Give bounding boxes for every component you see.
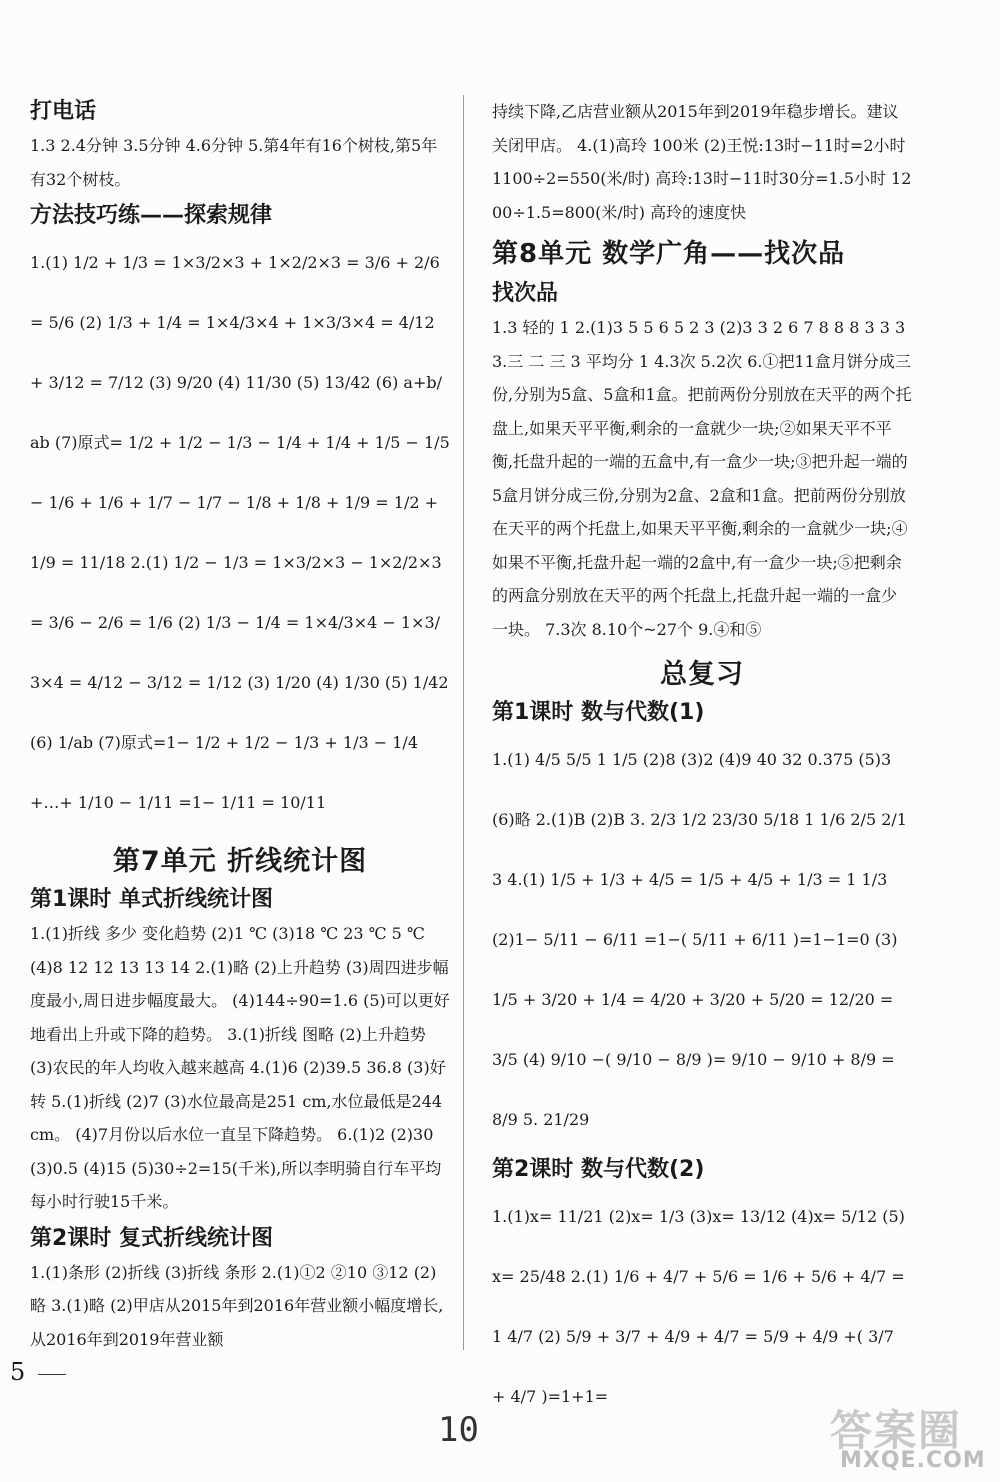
unit8-heading: 第8单元 数学广角——找次品: [492, 239, 846, 269]
review-lesson1-heading: 第1课时 数与代数(1): [492, 700, 705, 725]
unit7-heading: 第7单元 折线统计图: [112, 846, 368, 877]
right-column: [492, 95, 912, 1427]
review-lesson1-answers: 1.(1) 4/5 5/5 1 1/5 (2)8 (3)2 (4)9 40 32 0.375 (5)3 (6)略 2.(1)B (2)B 3. 2/3 1/2 23/30 5/18 1 1/6 2/5 2/13 4.(1) 1/5 + 1/3 + 4/5 = 1/5 + 4/5 + 1/3 = 1 1/3 (2)1− 5/11 − 6/11 =1−( 5/11 + 6/11 )=1−1=0 (3) 1/5 + 3/20 + 1/4 = 4/20 + 3/20 + 5/20 = 12/20 = 3/5 (4) 9/10 −( 9/10 − 8/9 )= 9/10 − 9/10 + 8/9 = 8/9 5. 21/29: [492, 750, 907, 1129]
answers-phone: 1.3 2.4分钟 3.5分钟 4.6分钟 5.第4年有16个树枝,第5年有32个树枝。: [30, 136, 438, 189]
left-column: [30, 92, 450, 1356]
unit7-lesson1-answers: 1.(1)折线 多少 变化趋势 (2)1 ℃ (3)18 ℃ 23 ℃ 5 ℃ (4)8 12 12 13 13 14 2.(1)略 (2)上升趋势 (3)周四进步幅度最小,周日进步幅度最大。 (4)144÷90=1.6 (5)可以更好地看出上升或下降的趋势。 3.(1)折线 图略 (2)上升趋势 (3)农民的年人均收入越来越高 4.(1)6 (2)39.5 36.8 (3)好转 5.(1)折线 (2)7 (3)水位最高是251 cm,水位最低是244 cm。 (4)7月份以后水位一直呈下降趋势。 6.(1)2 (2)30 (3)0.5 (4)15 (5)30÷2=15(千米),所以李明骑自行车平均每小时行驶15千米。: [30, 924, 450, 1211]
unit7-lesson1-heading: 第1课时 单式折线统计图: [30, 887, 273, 912]
unit7-continued-answers: 持续下降,乙店营业额从2015年到2019年稳步增长。建议关闭甲店。 4.(1)高玲 100米 (2)王悦:13时−11时=2小时 1100÷2=550(米/时) 高玲:13时−11时30分=1.5小时 1200÷1.5=800(米/时) 高玲的速度快: [492, 102, 912, 222]
answers-method: 1.(1) 1/2 + 1/3 = 1×3/2×3 + 1×2/2×3 = 3/6 + 2/6 = 5/6 (2) 1/3 + 1/4 = 1×4/3×4 + 1×3/3×4 = 4/12 + 3/12 = 7/12 (3) 9/20 (4) 11/30 (5) 13/42 (6) a+b/ab (7)原式= 1/2 + 1/2 − 1/3 − 1/4 + 1/4 + 1/5 − 1/5 − 1/6 + 1/6 + 1/7 − 1/7 − 1/8 + 1/8 + 1/9 = 1/2 + 1/9 = 11/18 2.(1) 1/2 − 1/3 = 1×3/2×3 − 1×2/2×3 = 3/6 − 2/6 = 1/6 (2) 1/3 − 1/4 = 1×4/3×4 − 1×3/3×4 = 4/12 − 3/12 = 1/12 (3) 1/20 (4) 1/30 (5) 1/42 (6) 1/ab (7)原式=1− 1/2 + 1/2 − 1/3 + 1/3 − 1/4 +…+ 1/10 − 1/11 =1− 1/11 = 10/11: [30, 253, 450, 812]
review-lesson2-answers: 1.(1)x= 11/21 (2)x= 1/3 (3)x= 13/12 (4)x= 5/12 (5)x= 25/48 2.(1) 1/6 + 4/7 + 5/6 = 1/6 + 5/6 + 4/7 =1 4/7 (2) 5/9 + 3/7 + 4/9 + 4/7 = 5/9 + 4/9 +( 3/7 + 4/7 )=1+1=: [492, 1207, 905, 1406]
section-heading-method: 方法技巧练——探索规律: [30, 203, 273, 228]
watermark-url: MXQE.COM: [840, 1448, 986, 1473]
review-heading: 总复习: [660, 659, 744, 690]
section-heading-phone: 打电话: [30, 99, 97, 124]
page-number-dash: [38, 1374, 66, 1375]
watermark-title: 答案圈: [830, 1406, 963, 1455]
page-number: 5: [10, 1358, 26, 1386]
handwritten-number: 10: [438, 1410, 479, 1450]
column-divider: [463, 95, 464, 1350]
unit8-answers: 1.3 轻的 1 2.(1)3 5 5 6 5 2 3 (2)3 3 2 6 7 8 8 8 3 3 3 3.三 二 三 3 平均分 1 4.3次 5.2次 6.①把11盒月饼分成三份,分别为5盒、5盒和1盒。把前两份分别放在天平的两个托盘上,如果天平平衡,剩余的一盒就少一块;②如果天平不平衡,托盘升起的一端的五盒中,有一盒少一块;③把升起一端的5盒月饼分成三份,分别为2盒、2盒和1盒。把前两份分别放在天平的两个托盘上,如果天平平衡,剩余的一盒就少一块;④如果不平衡,托盘升起一端的2盒中,有一盒少一块;⑤把剩余的两盒分别放在天平的两个托盘上,托盘升起一端的一盒少一块。 7.3次 8.10个~27个 9.④和⑤: [492, 318, 912, 639]
unit7-lesson2-answers: 1.(1)条形 (2)折线 (3)折线 条形 2.(1)①2 ②10 ③12 (2)略 3.(1)略 (2)甲店从2015年到2016年营业额小幅度增长,从2016年到2019年营业额: [30, 1262, 444, 1349]
unit8-section-heading: 找次品: [492, 281, 559, 306]
unit7-lesson2-heading: 第2课时 复式折线统计图: [30, 1225, 273, 1251]
watermark-logo: [822, 1398, 992, 1476]
review-lesson2-heading: 第2课时 数与代数(2): [492, 1157, 705, 1182]
